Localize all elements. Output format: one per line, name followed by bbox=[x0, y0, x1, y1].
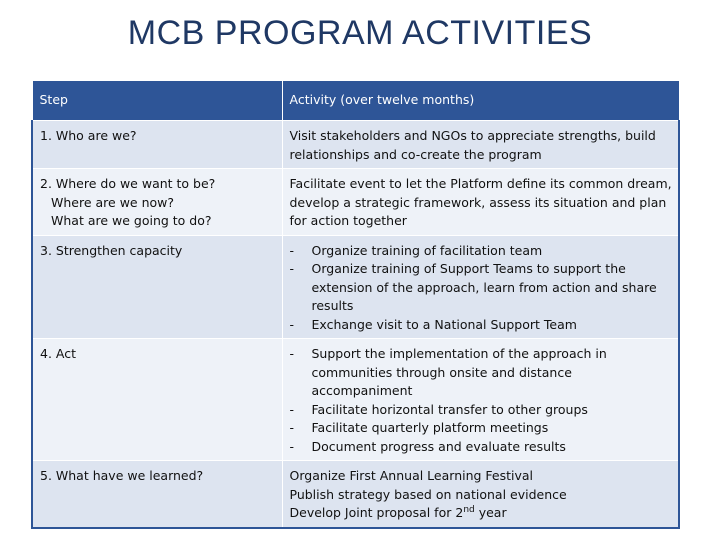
activity-line bbox=[290, 504, 674, 523]
step-cell bbox=[32, 169, 282, 236]
list-item: - Document progress and evaluate results bbox=[290, 438, 674, 457]
table-header-row bbox=[32, 81, 679, 121]
step-subline: Where are we now? bbox=[51, 194, 175, 210]
activities-table bbox=[31, 80, 680, 529]
activity-cell: Facilitate event to let the Platform define its common dream, develop a strategic framework, assess its situation and plan for action together bbox=[282, 169, 679, 236]
step-label: 2. Where do we want to be? bbox=[40, 176, 216, 191]
activity-cell bbox=[282, 461, 679, 528]
activity-cell: Visit stakeholders and NGOs to appreciate strengths, build relationships and co-create the program bbox=[282, 121, 679, 169]
activity-cell bbox=[282, 235, 679, 339]
activity-cell bbox=[282, 339, 679, 461]
list-item: - Support the implementation of the approach in communities through onsite and distance accompaniment bbox=[290, 345, 674, 401]
table-row bbox=[32, 169, 679, 236]
ordinal-suffix: nd bbox=[463, 504, 475, 515]
list-item: - Facilitate quarterly platform meetings bbox=[290, 419, 674, 438]
list-item: - Organize training of facilitation team bbox=[290, 242, 674, 261]
table-row bbox=[32, 235, 679, 339]
step-cell: 3. Strengthen capacity bbox=[32, 235, 282, 339]
list-item: - Facilitate horizontal transfer to other groups bbox=[290, 401, 674, 420]
table-row bbox=[32, 121, 679, 169]
table-row bbox=[32, 339, 679, 461]
page-title: MCB PROGRAM ACTIVITIES bbox=[127, 14, 593, 52]
step-cell: 1. Who are we? bbox=[32, 121, 282, 169]
column-header-step: Step bbox=[32, 81, 282, 121]
list-item: - Organize training of Support Teams to support the extension of the approach, learn from action and share results bbox=[290, 260, 674, 316]
column-header-activity: Activity (over twelve months) bbox=[282, 81, 679, 121]
activity-line-text: Develop Joint proposal for 2 bbox=[289, 505, 464, 520]
activity-line-tail: year bbox=[474, 505, 507, 520]
list-item: - Exchange visit to a National Support Team bbox=[290, 316, 674, 335]
activity-list bbox=[290, 345, 674, 456]
step-cell: 5. What have we learned? bbox=[32, 461, 282, 528]
activity-list bbox=[290, 242, 674, 335]
activity-line: Publish strategy based on national evidence bbox=[289, 486, 567, 502]
step-cell: 4. Act bbox=[32, 339, 282, 461]
step-subline: What are we going to do? bbox=[51, 213, 212, 228]
activity-line: Organize First Annual Learning Festival bbox=[289, 468, 534, 483]
table-row bbox=[32, 461, 679, 528]
